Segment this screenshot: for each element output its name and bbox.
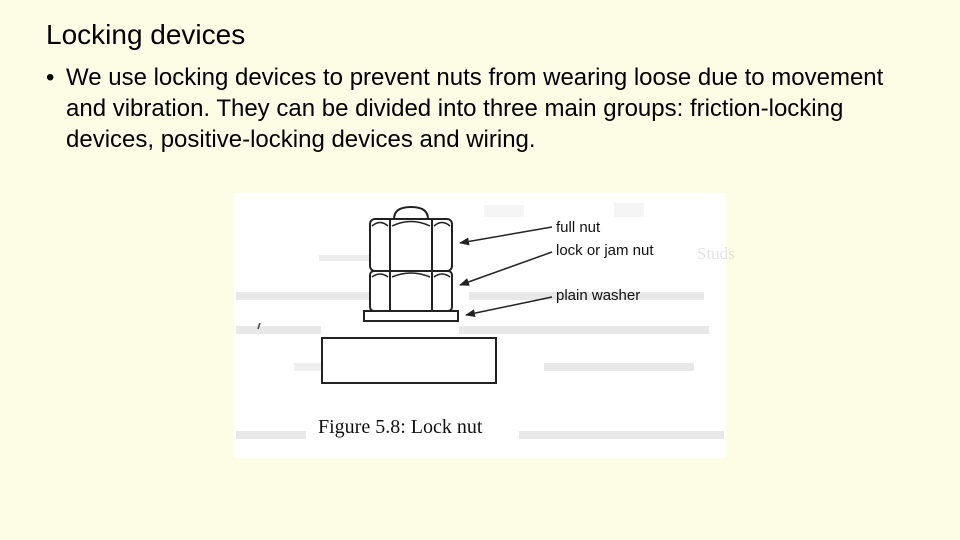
lock-nut-label: lock or jam nut (556, 242, 654, 259)
lock-nut (370, 271, 452, 311)
figure-caption: Figure 5.8: Lock nut (318, 416, 483, 438)
washer-label: plain washer (556, 287, 641, 304)
bullet-item (46, 62, 926, 155)
base-plate (322, 338, 496, 383)
full-nut-label: full nut (556, 219, 601, 236)
plain-washer (364, 311, 458, 321)
bullet-text: We use locking devices to prevent nuts from wearing loose due to movement and vibration. They can be divided into three main groups: friction-locking devices, positive-locking devices and wiring. (66, 64, 884, 153)
lock-nut-diagram (234, 193, 735, 458)
lock-nut-figure (234, 193, 735, 458)
bullet-marker: • (46, 64, 55, 91)
full-nut-arrow (460, 227, 552, 243)
lock-nut-arrow (460, 252, 552, 285)
ghost-heading: Studs (697, 244, 735, 263)
full-nut (370, 219, 452, 271)
bolt-end (394, 207, 428, 219)
slide-title: Locking devices (46, 19, 246, 50)
